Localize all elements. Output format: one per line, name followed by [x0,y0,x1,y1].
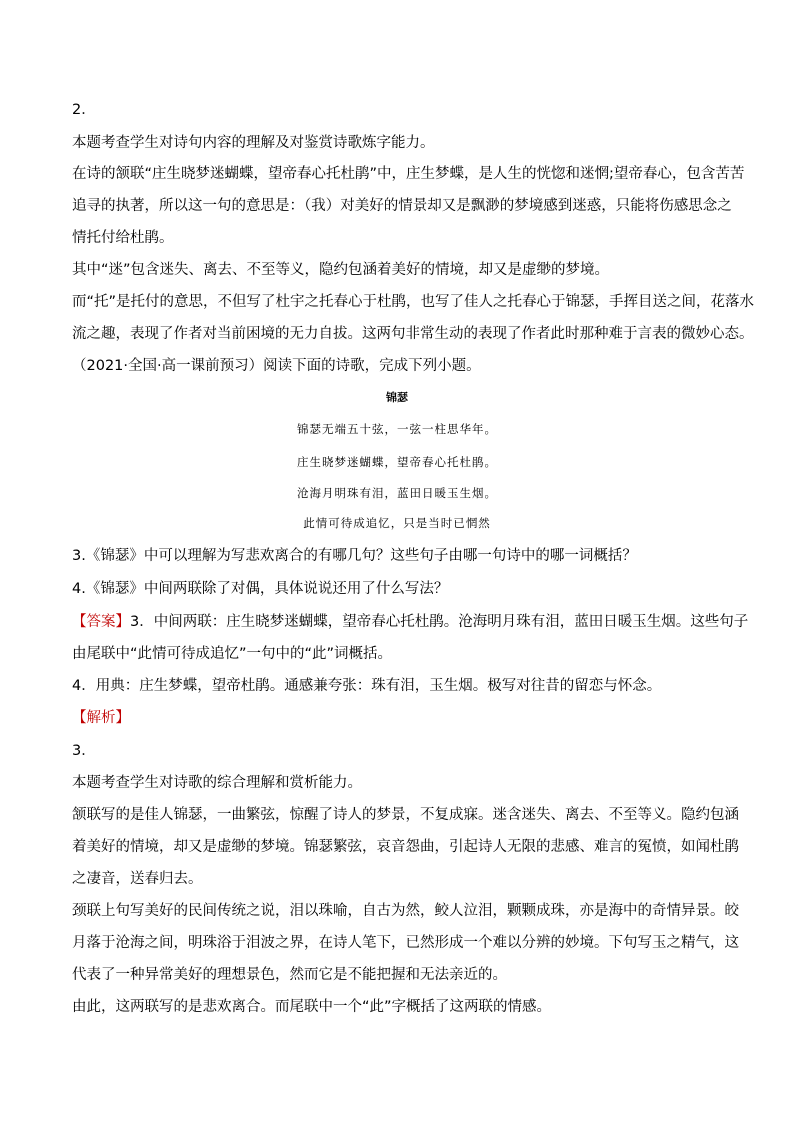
question-3: 3.《锦瑟》中可以理解为写悲欢离合的有哪几句？这些句子由哪一句诗中的哪一词概括？ [72,548,637,564]
poem-line: 沧海月明珠有泪，蓝田日暖玉生烟。 [297,486,497,500]
analysis-line: 之凄音，送春归去。 [72,871,203,887]
analysis-line: 颔联写的是佳人锦瑟，一曲繁弦，惊醒了诗人的梦景，不复成寐。迷含迷失、离去、不至等义。隐约包涵 [72,807,739,823]
answer-3-line: 3．中间两联：庄生晓梦迷蝴蝶，望帝春心托杜鹃。沧海明月珠有泪，蓝田日暖玉生烟。这些句子 [130,614,749,630]
analysis-line: 月落于沧海之间，明珠浴于泪波之界，在诗人笔下，已然形成一个难以分辨的妙境。下句写玉之精气，这 [72,935,739,951]
analysis-intro: 本题考查学生对诗歌的综合理解和赏析能力。 [72,775,362,791]
analysis-number: 3． [72,743,96,759]
poem-title: 锦瑟 [386,391,408,404]
poem-line: 此情可待成追忆，只是当时已惘然 [303,516,491,530]
paragraph-line: 在诗的颔联“庄生晓梦迷蝴蝶，望帝春心托杜鹃”中，庄生梦蝶，是人生的恍惚和迷惘;望帝春心，包含苦苦 [72,166,745,182]
poem-line: 锦瑟无端五十弦，一弦一柱思华年。 [297,422,497,436]
paragraph-line: 其中“迷”包含迷失、离去、不至等义，隐约包涵着美好的情境，却又是虚缈的梦境。 [72,262,610,278]
analysis-tag: 【解析】 [72,710,130,726]
question-4: 4.《锦瑟》中间两联除了对偶，具体说说还用了什么写法？ [72,581,449,597]
analysis-line: 颈联上句写美好的民间传统之说，泪以珠喻，自古为然，鲛人泣泪，颗颗成珠，亦是海中的奇情异景。皎 [72,903,739,919]
answer-tag: 【答案】 [72,614,130,630]
answer-3-line: 由尾联中“此情可待成追忆”一句中的“此”词概括。 [72,646,393,662]
answer-block [72,611,748,633]
poem-line: 庄生晓梦迷蝴蝶，望帝春心托杜鹃。 [297,455,497,469]
analysis-line: 代表了一种异常美好的理想景色，然而它是不能把握和无法亲近的。 [72,967,507,983]
paragraph-line: 流之趣，表现了作者对当前困境的无力自拔。这两句非常生动的表现了作者此时那种难于言表的微妙心态。 [72,326,754,342]
analysis-line: 着美好的情境，却又是虚缈的梦境。锦瑟繁弦，哀音怨曲，引起诗人无限的悲感、难言的冤愤，如闻杜鹃 [72,839,739,855]
answer-4: 4．用典：庄生梦蝶，望帝杜鹃。通感兼夸张：珠有泪，玉生烟。极写对往昔的留恋与怀念。 [72,678,662,694]
analysis-line: 由此，这两联写的是悲欢离合。而尾联中一个“此”字概括了这两联的情感。 [72,999,552,1015]
paragraph-line: 情托付给杜鹃。 [72,230,174,246]
question-source: （2021·全国·高一课前预习）阅读下面的诗歌，完成下列小题。 [72,358,481,374]
paragraph-line: 追寻的执著，所以这一句的意思是：（我）对美好的情景却又是飘渺的梦境感到迷惑，只能将伤感思念之 [72,198,732,214]
section-intro: 本题考查学生对诗句内容的理解及对鉴赏诗歌炼字能力。 [72,135,435,151]
section-number: 2． [72,102,96,118]
paragraph-line: 而“托”是托付的意思，不但写了杜宇之托春心于杜鹃，也写了佳人之托春心于锦瑟，手挥目送之间，花落水 [72,294,755,310]
